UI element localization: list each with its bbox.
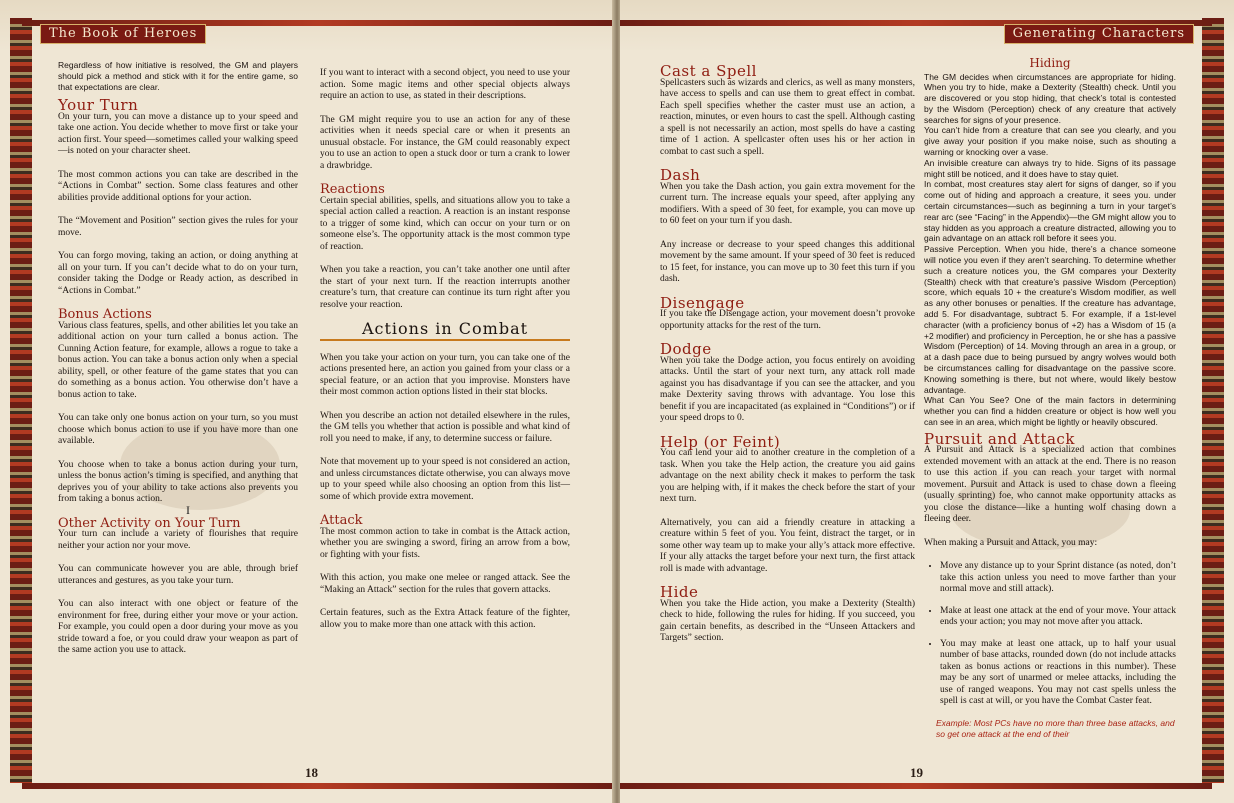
- paragraph: The most common action to take in combat is the Attack action, whether you are swinging a sword, firing an arrow from a bow, or fighting with your fists.: [320, 526, 570, 560]
- page-number: 18: [305, 765, 318, 780]
- paragraph: The “Movement and Position” section gives the rules for your move.: [58, 216, 298, 238]
- heading-attack: Attack: [320, 513, 363, 528]
- paragraph: When you take your action on your turn, you can take one of the actions presented here, an action you gained from your class or a special feature, or an action that you improvise. Monsters have their most common action options listed in their stat blocks.: [320, 352, 570, 397]
- paragraph: When you take the Hide action, you make a Dexterity (Stealth) check to hide, following the rules for hiding. If you succeed, you gain certain benefits, as described in the “Unseen Attackers and Targets” section.: [660, 598, 915, 643]
- paragraph: If you want to interact with a second object, you need to use your action. Some magic items and other special objects always require an action to use, as stated in their descriptions.: [320, 68, 570, 101]
- sidebar-text: In combat, most creatures stay alert for signs of danger, so if you come out of hiding and approach a creature, it sees you. under certain circumstances—such as beginning a turn in your target’s rear arc (see “Facing” in the Appendix)—the GM might allow you to stay hidden as you approach a creature distracted, allowing you to gain advantage on an attack roll before it sees you.: [924, 179, 1176, 244]
- heading-dodge: Dodge: [660, 340, 712, 358]
- paragraph: You can take only one bonus action on your turn, so you must choose which bonus action to use if you have more than one available.: [58, 413, 298, 447]
- heading-cast-a-spell: Cast a Spell: [660, 62, 757, 80]
- sidebar-text: What Can You See? One of the main factors in determining whether you can find a hidden creature or object is how well you can see in an area, which might be lightly or heavily obscured.: [924, 395, 1176, 427]
- paragraph: If you take the Disengage action, your movement doesn’t provoke opportunity attacks for the rest of the turn.: [660, 309, 915, 331]
- paragraph: When you describe an action not detailed elsewhere in the rules, the GM tells you whether that action is possible and what kind of roll you need to make, if any, to determine success or failure.: [320, 410, 570, 444]
- intro-text: Regardless of how initiative is resolved, the GM and players should pick a method and stick with it for the entire game, so that expectations are clear.: [58, 60, 298, 92]
- heading-pursuit-and-attack: Pursuit and Attack: [924, 429, 1075, 448]
- paragraph: Various class features, spells, and other abilities let you take an additional action on your turn called a bonus action. The Cunning Action feature, for example, allows a rogue to take a bonus action. You can take a bonus action only when a special ability, spell, or other feature of the game states that you can do something as a bonus action. You otherwise don’t have a bonus action to take.: [58, 320, 298, 400]
- left-page: [0, 0, 614, 803]
- ornamental-border-bottom: [620, 783, 1212, 789]
- paragraph: When making a Pursuit and Attack, you may:: [924, 537, 1098, 548]
- heading-bonus-actions: Bonus Actions: [58, 307, 152, 323]
- ornamental-border-bottom: [22, 783, 614, 789]
- bullet-list: [924, 561, 1176, 708]
- sidebar-text: Passive Perception. When you hide, there’s a chance someone will notice you even if they aren’t searching. To determine whether such a creature notices you, the GM compares your Dexterity (Stealth) check with that creature’s passive Wisdom (Perception) score, which equals 10 + the creature’s Wisdom modifier, as well as any other bonuses or penalties. If the creature has advantage, add 5. For disadvantage, subtract 5. For example, if a 1st-level character (with a proficiency bonus of +2) has a Wisdom of 15 (a +2 modifier) and proficiency in Perception, he or she has a passive Wisdom (Perception) of 14. Moving through an area in a group, or at a dash pace due to being pursued by angry wolves would both be circumstances calling for disadvantage on the passive score. Knowing something is there, but not where, would likely bestow advantage.: [924, 244, 1176, 395]
- paragraph: When you take the Dash action, you gain extra movement for the current turn. The increase equals your speed, after applying any modifiers. With a speed of 30 feet, for example, you can move up to 60 feet on your turn if you dash.: [660, 181, 915, 226]
- paragraph: The GM might require you to use an action for any of these activities when it needs special care or when it presents an unusual obstacle. For instance, the GM could reasonably expect you to use an action to open a stuck door or turn a crank to lower a drawbridge.: [320, 114, 570, 171]
- paragraph: Alternatively, you can aid a friendly creature in attacking a creature within 5 feet of you. You feint, distract the target, or in some other way team up to make your ally’s attack more effective. If your ally attacks the target before your next turn, the first attack roll is made with advantage.: [660, 517, 915, 574]
- paragraph: You can communicate however you are able, through brief utterances and gestures, as you take your turn.: [58, 564, 298, 586]
- heading-dash: Dash: [660, 166, 701, 184]
- paragraph: Spellcasters such as wizards and clerics, as well as many monsters, have access to spells and can use them to great effect in combat. Each spell specifies whether the caster must use an action, a reaction, minutes, or even hours to cast the spell. Although casting a spell is not necessarily an action, most spells do have a casting time of 1 action. A spellcaster often uses his or her action in combat to cast such a spell.: [660, 77, 915, 157]
- right-page: [620, 0, 1234, 803]
- ornamental-border-right: [1202, 18, 1224, 783]
- paragraph: On your turn, you can move a distance up to your speed and take one action. You decide whether to move first or take your action first. Your speed—sometimes called your walking speed—is noted on your character sheet.: [58, 111, 298, 157]
- list-item: • Make at least one attack at the end of your move. Your attack ends your action; you may not move after you attack.: [940, 606, 1176, 629]
- paragraph: Your turn can include a variety of flourishes that require neither your action nor your move.: [58, 529, 298, 551]
- sidebar-text: You can’t hide from a creature that can see you clearly, and you give away your position if you make noise, such as shouting a warning or knocking over a vase.: [924, 125, 1176, 158]
- list-item: • You may make at least one attack, up to half your usual number of base attacks, rounded down (do not include attacks taken as bonus actions or reactions in this number). These may be any sort of unarmed or melee attacks, including the use of ranged weapons. You may not cast spells unless the spell is cast at will, or you have the Combat Caster feat.: [940, 639, 1176, 708]
- heading-disengage: Disengage: [660, 293, 745, 312]
- paragraph: With this action, you make one melee or ranged attack. See the “Making an Attack” section for the rules that govern attacks.: [320, 573, 570, 595]
- paragraph: Any increase or decrease to your speed changes this additional movement by the same amount. If your speed of 30 feet is reduced to 15 feet, for instance, you can move up to 30 feet this turn if you dash.: [660, 239, 915, 284]
- heading-hiding: Hiding: [1029, 56, 1071, 70]
- paragraph: Certain features, such as the Extra Attack feature of the fighter, allow you to make more than one attack with this action.: [320, 608, 570, 630]
- paragraph: Certain special abilities, spells, and situations allow you to take a special action called a reaction. A reaction is an instant response to a trigger of some kind, which can occur on your turn or on someone else’s. The opportunity attack is the most common type of reaction.: [320, 195, 570, 252]
- left-column-1: [58, 60, 298, 669]
- paragraph: Note that movement up to your speed is not considered an action, and unless circumstances dictate otherwise, you can always move up to your speed while also choosing an option from this list—some of which provide extra movement.: [320, 457, 570, 502]
- example-callout: Example: Most PCs have no more than three base attacks, and so get one attack at the end of their: [936, 717, 1175, 740]
- heading-your-turn: Your Turn: [58, 96, 139, 115]
- paragraph: A Pursuit and Attack is a specialized action that combines extended movement with an attack at the end. There is no reason to use this action if you can reach your target with normal movement. Pursuit and Attack is used to chase down a fleeing (usually sprinting) foe, who cannot make opportunity attacks as you close the distance—like a hunting wolf chasing down a fleeing deer.: [924, 445, 1176, 525]
- paragraph: You can also interact with one object or feature of the environment for free, during either your move or your action. For example, you could open a door during your move as you stride toward a foe, or you could draw your weapon as part of the same action you use to attack.: [58, 599, 298, 656]
- sidebar-text: The GM decides when circumstances are appropriate for hiding. When you try to hide, make a Dexterity (Stealth) check. Until you are discovered or you stop hiding, that check’s total is contested by the Wisdom (Perception) check of any creature that actively searches for signs of your presence.: [924, 71, 1176, 125]
- section-title-actions-in-combat: Actions in Combat: [320, 323, 570, 341]
- heading-reactions: Reactions: [320, 182, 385, 197]
- heading-hide: Hide: [660, 583, 699, 601]
- running-header: The Book of Heroes: [40, 24, 206, 44]
- left-column-2: [320, 68, 570, 643]
- heading-other-activity: Other Activity on Your Turn: [58, 515, 241, 531]
- paragraph: When you take the Dodge action, you focus entirely on avoiding attacks. Until the start of your next turn, any attack roll made against you has disadvantage if you can see the attacker, and you make Dexterity saving throws with advantage. You lose this benefit if you are incapacitated (as explained in “Conditions”) or if your speed drops to 0.: [660, 355, 915, 423]
- paragraph: You can forgo moving, taking an action, or doing anything at all on your turn. If you can’t decide what to do on your turn, consider taking the Dodge or Ready action, as described in “Actions in Combat.”: [58, 251, 298, 296]
- paragraph: When you take a reaction, you can’t take another one until after the start of your next turn. If the reaction interrupts another creature’s turn, that creature can continue its turn right after you resolve your reaction.: [320, 265, 570, 310]
- page-number: 19: [910, 765, 923, 780]
- list-item: • Move any distance up to your Sprint distance (as noted, don’t take this action unless you need to move farther than your normal move and still attack).: [940, 561, 1176, 596]
- right-column-2: [924, 58, 1176, 741]
- text-cursor-icon: I: [186, 503, 190, 517]
- right-column-1: [660, 62, 915, 657]
- sidebar-text: An invisible creature can always try to hide. Signs of its passage might still be noticed, and it does have to stay quiet.: [924, 157, 1176, 179]
- paragraph: You choose when to take a bonus action during your turn, unless the bonus action’s timing is specified, and anything that deprives you of your ability to take actions also prevents you from taking a bonus action.: [58, 459, 298, 505]
- paragraph: You can lend your aid to another creature in the completion of a task. When you take the Help action, the creature you aid gains advantage on the next ability check it makes to perform the task you are helping with, if it makes the check before the start of your next turn.: [660, 448, 915, 504]
- running-header: Generating Characters: [1004, 24, 1194, 44]
- heading-help: Help (or Feint): [660, 432, 781, 451]
- paragraph: The most common actions you can take are described in the “Actions in Combat” section. Some class features and other abilities provide additional options for your action.: [58, 169, 298, 203]
- ornamental-border-left: [10, 18, 32, 783]
